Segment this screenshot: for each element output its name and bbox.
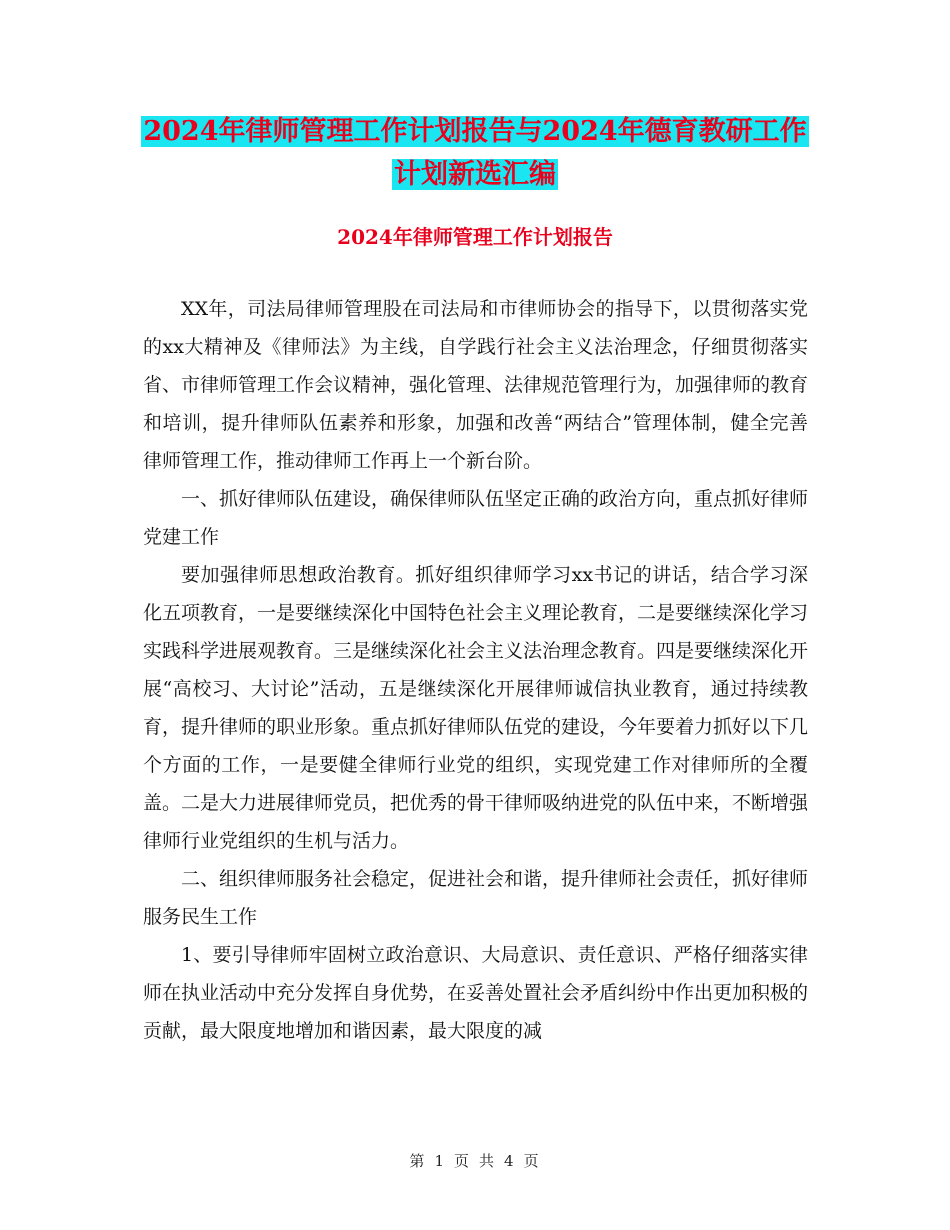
title-highlight-1: 2024年律师管理工作计划报告与2024年德育教研工作	[143, 116, 807, 147]
footer-current-page: 1	[434, 1152, 446, 1170]
paragraph-education: 要加强律师思想政治教育。抓好组织律师学习xx书记的讲话，结合学习深化五项教育，一是要继续深化中国特色社会主义理论教育，二是要继续深化学习实践科学进展观教育。三是继续深化社会主义法治理念教育。四是要继续深化开展“高校习、大讨论”活动，五是继续深化开展律师诚信执业教育，通过持续教育，提升律师的职业形象。重点抓好律师队伍党的建设，今年要着力抓好以下几个方面的工作，一是要健全律师行业党的组织，实现党建工作对律师所的全覆盖。二是大力进展律师党员，把优秀的骨干律师吸纳进党的队伍中来，不断增强律师行业党组织的生机与活力。	[143, 564, 809, 852]
document-body	[143, 290, 808, 1050]
footer-total-pages: 4	[504, 1152, 516, 1170]
section-subtitle: 2024年律师管理工作计划报告	[337, 225, 613, 249]
paragraph-item-1: 1、要引导律师牢固树立政治意识、大局意识、责任意识、严格仔细落实律师在执业活动中充分发挥自身优势，在妥善处置社会矛盾纠纷中作出更加积极的贡献，最大限度地增加和谐因素，最大限度的减	[143, 944, 809, 1042]
title-highlight-2: 计划新选汇编	[394, 159, 556, 190]
page-footer	[0, 1150, 950, 1171]
paragraph-intro: XX年，司法局律师管理股在司法局和市律师协会的指导下，以贯彻落实党的xx大精神及《律师法》为主线，自学践行社会主义法治理念，仔细贯彻落实省、市律师管理工作会议精神，强化管理、法律规范管理行为，加强律师的教育和培训，提升律师队伍素养和形象，加强和改善“两结合”管理体制，健全完善律师管理工作，推动律师工作再上一个新台阶。	[143, 298, 809, 472]
footer-page-word: 页	[453, 1152, 471, 1170]
footer-prefix: 第	[409, 1152, 427, 1170]
paragraph-heading-2: 二、组织律师服务社会稳定，促进社会和谐，提升律师社会责任，抓好律师服务民生工作	[143, 868, 809, 928]
footer-suffix: 页	[523, 1152, 541, 1170]
footer-total-word: 共	[479, 1152, 497, 1170]
paragraph-heading-1: 一、抓好律师队伍建设，确保律师队伍坚定正确的政治方向，重点抓好律师党建工作	[143, 488, 809, 548]
document-title-line-2	[0, 155, 950, 195]
document-title-line-1	[0, 112, 950, 152]
